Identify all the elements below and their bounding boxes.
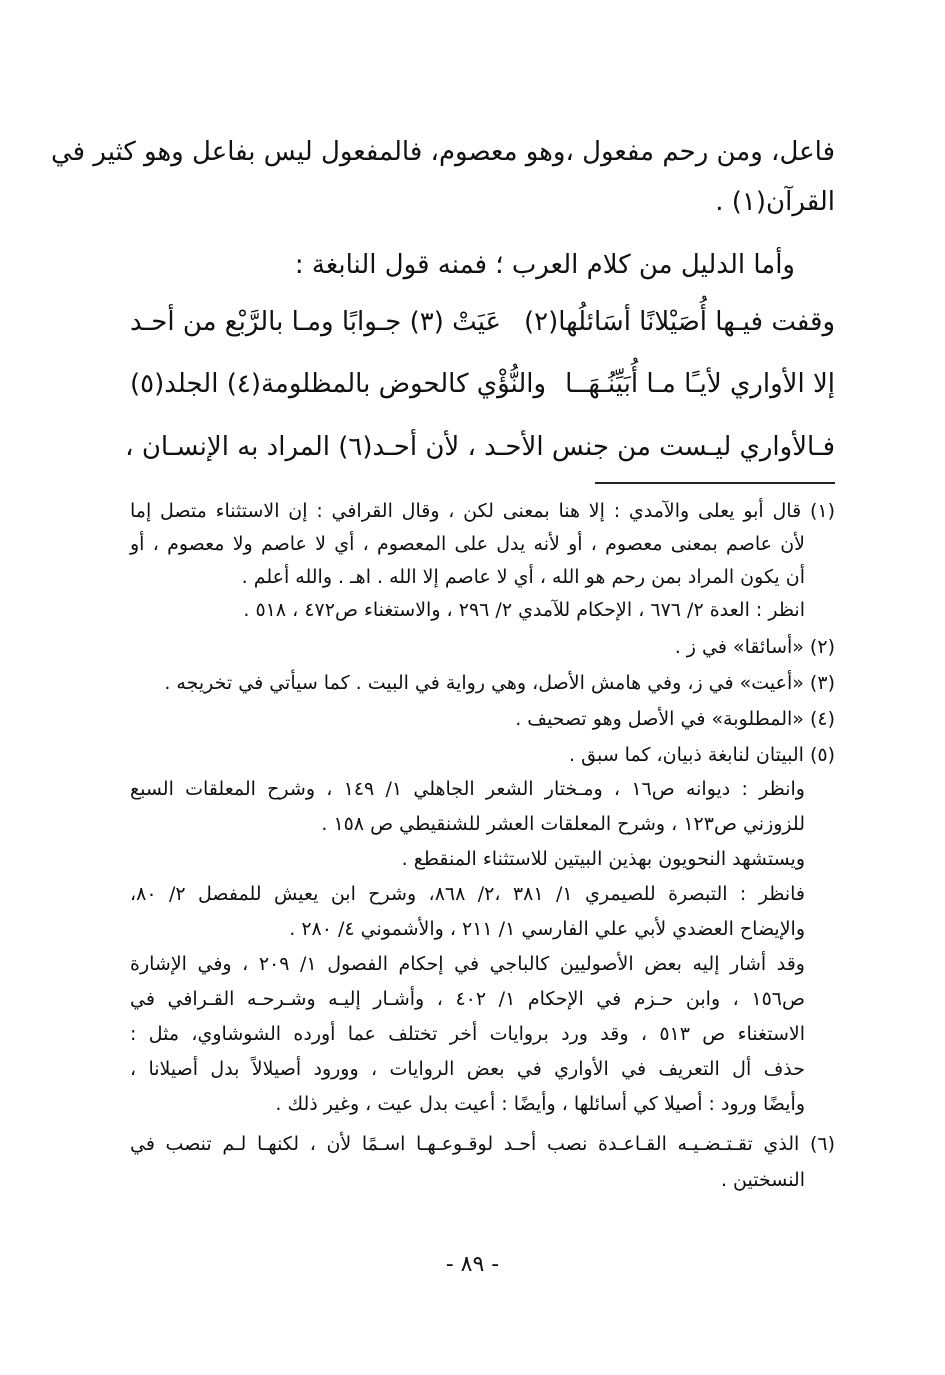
- footnote-line: ويستشهد النحويون بهذين البيتين للاستثناء المنقطع .: [401, 848, 805, 870]
- footnote-line: وقد أشار إليه بعض الأصوليين كالباجي في إحكام الفصول ١/ ٢٠٩ ، وفي الإشارة: [130, 953, 805, 975]
- footnote-line: النسختين .: [720, 1169, 805, 1191]
- footnote-line: والإيضاح العضدي لأبي علي الفارسي ١/ ٢١١ ، والأشموني ٤/ ٢٨٠ .: [289, 918, 805, 940]
- footnote-line: فانظر : التبصرة للصيمري ١/ ٣٨١ ،٢/ ٨٦٨، وشرح ابن يعيش للمفصل ٢/ ٨٠،: [130, 883, 805, 905]
- page-number: - ٨٩ -: [445, 1252, 500, 1277]
- footnote-line: ص١٥٦ ، وابن حـزم في الإحكام ١/ ٤٠٢ ، وأشـار إليـه وشـرحـه القـرافي في: [130, 988, 805, 1010]
- footnote-line: حذف أل التعريف في الأواري في بعض الروايات ، وورود أصيلالاً بدل أصيلانا ،: [130, 1058, 805, 1080]
- footnote-line: لأن عاصم بمعنى معصوم ، أو لأنه يدل على المعصوم ، أي لا عاصم ولا معصوم ، أو: [130, 533, 805, 555]
- verse-1: [130, 307, 835, 347]
- footnote-line: (٤) «المطلوبة» في الأصل وهو تصحيف .: [515, 708, 835, 730]
- footnote-line: انظر : العدة ٢/ ٦٧٦ ، الإحكام للآمدي ٢/ ٢٩٦ ، والاستغناء ص٤٧٢ ، ٥١٨ .: [243, 599, 805, 621]
- footnote-line: (٥) البيتان لنابغة ذبيان، كما سبق .: [569, 744, 835, 766]
- verse-2-first-hemistich: إلا الأواري لأيـًا مـا أُبَيِّنُـهَــا: [565, 369, 835, 399]
- footnote-line: وأيضًا ورود : أصيلا كي أسائلها ، وأيضًا : أعيت بدل عيت ، وغير ذلك .: [275, 1093, 805, 1115]
- footnote-line: (١) قال أبو يعلى والآمدي : إلا هنا بمعنى لكن ، وقال القرافي : إن الاستثناء متصل إما: [130, 500, 835, 522]
- body-line-2: القرآن(١) .: [715, 187, 835, 217]
- footnote-line: الاستغناء ص ٥١٣ ، وقد ورد بروايات أخر تختلف عما أورده الشوشاوي، مثل :: [130, 1023, 805, 1045]
- verse-1-second-hemistich: عَيَتْ (٣) جـوابًا ومـا بالرَّبْع من أحـد: [130, 307, 502, 337]
- body-line-1: فاعل، ومن رحم مفعول ،وهو معصوم، فالمفعول ليس بفاعل وهو كثير في: [51, 137, 835, 167]
- footnote-line: للزوزني ص١٢٣ ، وشرح المعلقات العشر للشنقيطي ص ١٥٨ .: [321, 813, 805, 835]
- footnote-divider: [595, 482, 835, 484]
- footnote-line: أن يكون المراد بمن رحم هو الله ، أي لا عاصم إلا الله . اهـ . والله أعلم .: [241, 566, 805, 588]
- footnote-line: (٦) الذي تقـتـضـيـه القـاعـدة نصب أحـد لوقـوعـهـا اسـمًا لأن ، لكنهـا لـم تنصب في: [130, 1133, 835, 1155]
- footnote-line: (٣) «أعيت» في ز، وفي هامش الأصل، وهي رواية في البيت . كما سيأتي في تخريجه .: [164, 672, 835, 694]
- footnote-line: وانظر : ديوانه ص١٦ ، ومـختار الشعر الجاهلي ١/ ١٤٩ ، وشرح المعلقات السبع: [130, 778, 805, 800]
- body-line-3: وأما الدليل من كلام العرب ؛ فمنه قول النابغة :: [294, 250, 795, 280]
- footnote-line: (٢) «أسائقا» في ز .: [674, 636, 835, 658]
- verse-2: [130, 369, 835, 409]
- verse-1-first-hemistich: وقفت فيـها أُصَيْلانًا أسَائلُها(٢): [523, 307, 835, 337]
- verse-2-second-hemistich: والنُّؤْي كالحوض بالمظلومة(٤) الجلد(٥): [130, 369, 547, 399]
- body-line-4: فـالأواري ليـست من جنس الأحـد ، لأن أحـد(٦) المراد به الإنسـان ،: [125, 432, 835, 462]
